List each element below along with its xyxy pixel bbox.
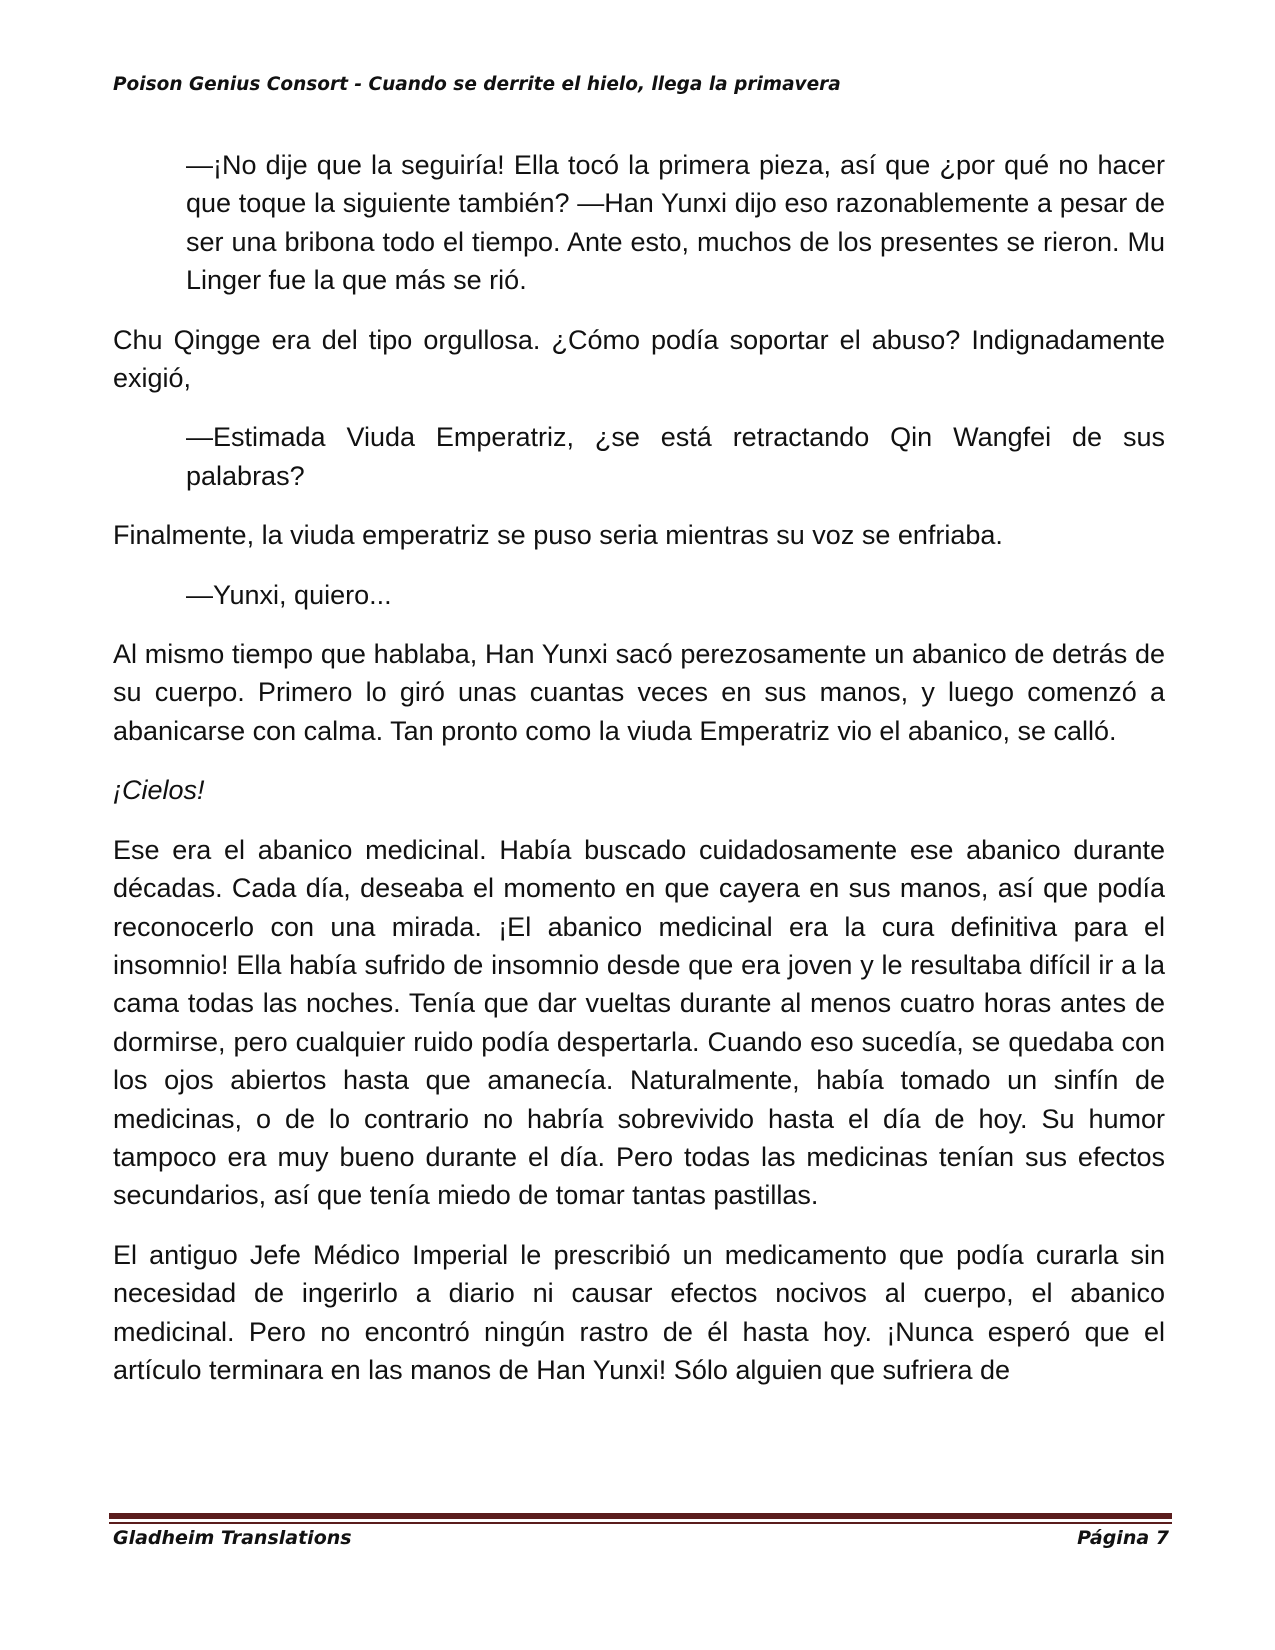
footer-rule-thick xyxy=(109,1513,1172,1519)
body-text xyxy=(113,146,1165,1410)
running-header: Poison Genius Consort - Cuando se derrite el hielo, llega la primavera xyxy=(113,74,841,95)
footer-publisher: Gladheim Translations xyxy=(113,1527,352,1549)
dialogue-paragraph: —Estimada Viuda Emperatriz, ¿se está retractando Qin Wangfei de sus palabras? xyxy=(186,422,1165,491)
body-paragraph: Al mismo tiempo que hablaba, Han Yunxi sacó perezosamente un abanico de detrás de su cuerpo. Primero lo giró unas cuantas veces en sus manos, y luego comenzó a abanicarse con calma. Tan pronto como la viuda Emperatriz vio el abanico, se calló. xyxy=(113,639,1165,746)
italic-exclamation: ¡Cielos! xyxy=(113,775,205,806)
dialogue-paragraph: —¡No dije que la seguiría! Ella tocó la primera pieza, así que ¿por qué no hacer que toque la siguiente también? —Han Yunxi dijo eso razonablemente a pesar de ser una bribona todo el tiempo. Ante esto, muchos de los presentes se rieron. Mu Linger fue la que más se rió. xyxy=(186,150,1165,296)
body-paragraph: Chu Qingge era del tipo orgullosa. ¿Cómo podía soportar el abuso? Indignadamente exigió, xyxy=(113,324,1165,394)
footer-page-number: Página 7 xyxy=(1077,1527,1169,1549)
dialogue-paragraph: —Yunxi, quiero... xyxy=(186,579,392,610)
body-paragraph: Ese era el abanico medicinal. Había buscado cuidadosamente ese abanico durante décadas. Cada día, deseaba el momento en que cayera en sus manos, así que podía reconocerlo con una mirada. ¡El abanico medicinal era la cura definitiva para el insomnio! Ella había sufrido de insomnio desde que era joven y le resultaba difícil ir a la cama todas las noches. Tenía que dar vueltas durante al menos cuatro horas antes de dormirse, pero cualquier ruido podía despertarla. Cuando eso sucedía, se quedaba con los ojos abiertos hasta que amanecía. Naturalmente, había tomado un sinfín de medicinas, o de lo contrario no habría sobrevivido hasta el día de hoy. Su humor tampoco era muy bueno durante el día. Pero todas las medicinas tenían sus efectos secundarios, así que tenía miedo de tomar tantas pastillas. xyxy=(113,834,1165,1211)
body-paragraph: Finalmente, la viuda emperatriz se puso seria mientras su voz se enfriaba. xyxy=(113,520,1003,551)
footer-rule-thin xyxy=(109,1522,1172,1524)
body-paragraph: El antiguo Jefe Médico Imperial le prescribió un medicamento que podía curarla sin necesidad de ingerirlo a diario ni causar efectos nocivos al cuerpo, el abanico medicinal. Pero no encontró ningún rastro de él hasta hoy. ¡Nunca esperó que el artículo terminara en las manos de Han Yunxi! Sólo alguien que sufriera de xyxy=(113,1239,1165,1385)
